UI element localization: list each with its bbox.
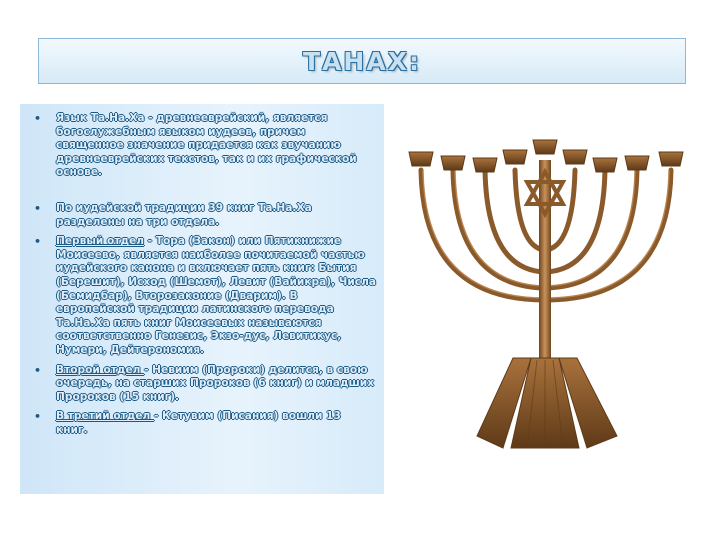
candle-cup [593, 158, 617, 172]
third-section-link[interactable]: В третий отдел [56, 410, 154, 423]
bullet-item-third-section [30, 410, 376, 437]
bullet-item-first-section [30, 235, 376, 357]
bullet-dot-icon: • [34, 410, 42, 424]
bullet-dot-icon: • [34, 112, 42, 125]
bullet-dot-icon: • [34, 363, 42, 377]
candle-cup [625, 156, 649, 170]
title-box [38, 38, 686, 84]
bullet-text: - Тора (Закон) или Пятикнижие Моисеево, является наиболее почитаемой частью иудейского канона и включает пять книг: Бытия (Берешит), Исход (Шемот), Левит (Вайикра), Числа (Бемидбар), Второзаконие (Дварим). В европейской традиции латинского перевода Та.На.Ха пять книг Моисеевых называются соответственно Генезис, Экзо-дус, Левитикус, Нумери, Дейтерономия. [56, 235, 376, 356]
first-section-link[interactable]: Первый отдел [56, 235, 144, 248]
bullet-text: - Кетувим (Писания) вошли 13 книг. [56, 410, 341, 436]
menorah-base [477, 358, 617, 448]
bullet-text: По иудейской традиции 39 книг Та.На.Ха разделены на три отдела. [56, 201, 312, 228]
candle-cup [473, 158, 497, 172]
candle-cup [503, 150, 527, 164]
candle-cup [441, 156, 465, 170]
text-panel [20, 104, 384, 494]
bullet-list [30, 112, 376, 437]
bullet-text: Язык Та.На.Ха - древнееврейский, является богослужебным языком иудеев, причем священное значение придается как звучанию древнееврейских текстов, так и их графической основе. [56, 112, 357, 179]
menorah-stem [539, 160, 551, 360]
bullet-dot-icon: • [34, 201, 42, 215]
candle-cup [409, 152, 433, 166]
candle-cup [533, 140, 557, 154]
menorah-image [403, 130, 687, 454]
bullet-item-division [30, 202, 376, 229]
bullet-item-language [30, 112, 376, 180]
bullet-dot-icon: • [34, 235, 42, 249]
candle-cup [659, 152, 683, 166]
bullet-item-second-section [30, 364, 376, 405]
candle-cup [563, 150, 587, 164]
slide-title: ТАНАХ: [303, 46, 421, 76]
second-section-link[interactable]: Второй отдел [56, 363, 145, 376]
bullet-text: - Невиим (Пророки) делится, в свою очередь, на старших Пророков (6 книг) и младших Пророков (15 книг). [56, 363, 375, 403]
